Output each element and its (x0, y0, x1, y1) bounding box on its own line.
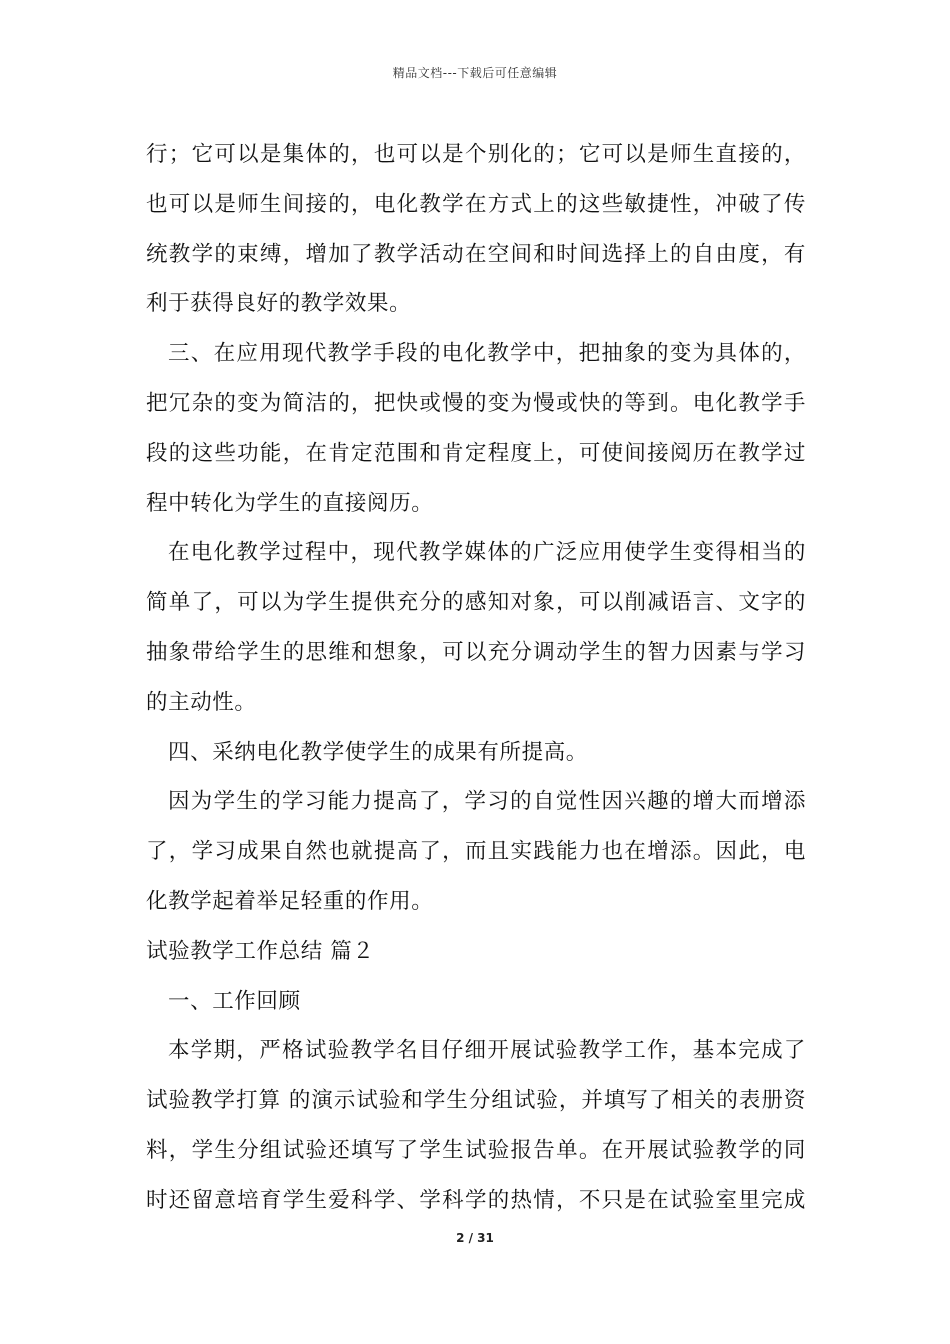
paragraph-line: 简单了，可以为学生提供充分的感知对象，可以削减语言、文字的 (146, 590, 806, 616)
paragraph-line: 化教学起着举足轻重的作用。 (146, 888, 434, 914)
document-body (146, 130, 806, 1226)
article-title: 试验教学工作总结 篇２ (146, 938, 375, 964)
section-heading-three: 三、在应用现代教学手段的电化教学中，把抽象的变为具体的， (168, 341, 806, 367)
section-heading-review: 一、工作回顾 (168, 988, 301, 1014)
paragraph-line: 的主动性。 (146, 689, 257, 715)
paragraph-line: 试验教学打算 的演示试验和学生分组试验，并填写了相关的表册资 (146, 1088, 806, 1114)
paragraph-line: 也可以是师生间接的，电化教学在方式上的这些敏捷性，冲破了传 (146, 191, 806, 217)
paragraph-line: 本学期，严格试验教学名目仔细开展试验教学工作，基本完成了 (168, 1038, 806, 1064)
paragraph-line: 在电化教学过程中，现代教学媒体的广泛应用使学生变得相当的 (168, 540, 806, 566)
paragraph-line: 时还留意培育学生爱科学、学科学的热情，不只是在试验室里完成 (146, 1187, 806, 1213)
paragraph-line: 程中转化为学生的直接阅历。 (146, 490, 434, 516)
paragraph-line: 利于获得良好的教学效果。 (146, 291, 412, 317)
paragraph-line: 段的这些功能，在肯定范围和肯定程度上，可使间接阅历在教学过 (146, 440, 806, 466)
paragraph-line: 行；它可以是集体的，也可以是个别化的；它可以是师生直接的， (146, 142, 806, 167)
paragraph-line: 料，学生分组试验还填写了学生试验报告单。在开展试验教学的同 (146, 1137, 806, 1163)
paragraph-line: 统教学的束缚，增加了教学活动在空间和时间选择上的自由度，有 (146, 241, 806, 267)
section-heading-four: 四、采纳电化教学使学生的成果有所提高。 (168, 739, 588, 765)
paragraph-line: 了，学习成果自然也就提高了，而且实践能力也在增添。因此，电 (146, 839, 806, 865)
paragraph-line: 因为学生的学习能力提高了，学习的自觉性因兴趣的增大而增添 (168, 789, 806, 815)
paragraph-line: 抽象带给学生的思维和想象，可以充分调动学生的智力因素与学习 (146, 639, 806, 665)
page-number: 2 / 31 (456, 1231, 494, 1245)
paragraph-line: 把冗杂的变为简洁的，把快或慢的变为慢或快的等到。电化教学手 (146, 390, 806, 416)
page-header: 精品文档---下载后可任意编辑 (392, 66, 558, 80)
